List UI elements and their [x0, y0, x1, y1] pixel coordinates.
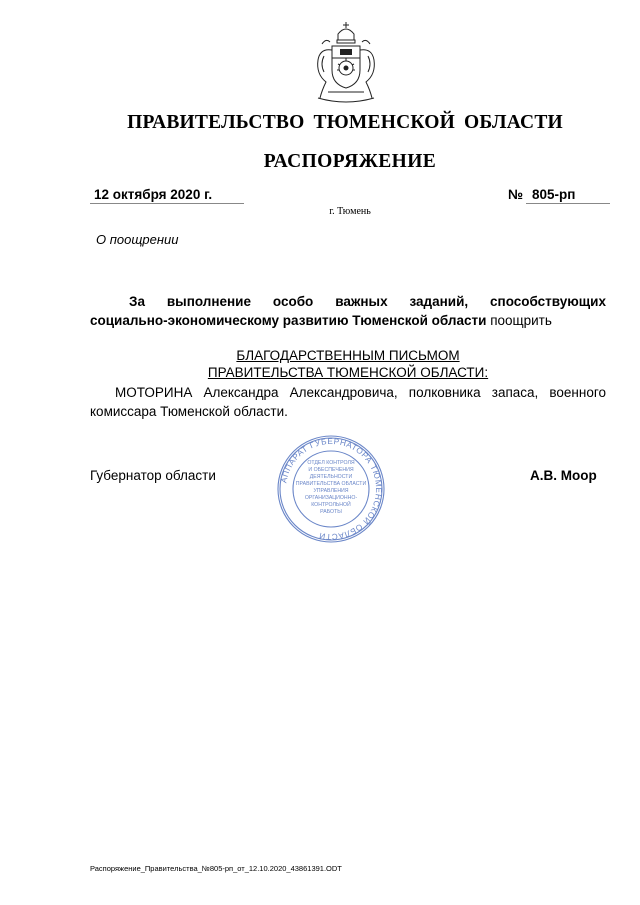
- number-label: №: [508, 187, 524, 202]
- body-paragraph-1: [90, 292, 606, 330]
- seal-inner-line: ОРГАНИЗАЦИОННО-: [304, 495, 358, 501]
- seal-inner-line: И ОБЕСПЕЧЕНИЯ: [308, 467, 354, 473]
- para1-line2-bold: социально-экономическому развитию Тюменской области: [90, 313, 487, 328]
- seal-inner-line: ПРАВИТЕЛЬСТВА ОБЛАСТИ: [295, 481, 367, 487]
- award-line-1: БЛАГОДАРСТВЕННЫМ ПИСЬМОМ: [236, 348, 460, 363]
- footer-filename: Распоряжение_Правительства_№805-рп_от_12.10.2020_43861391.ODT: [90, 864, 342, 873]
- document-number: 805-рп: [526, 187, 610, 204]
- body-paragraph-2: [90, 383, 606, 421]
- document-subject: О поощрении: [96, 232, 179, 247]
- seal-inner-line: ДЕЯТЕЛЬНОСТИ: [309, 474, 353, 480]
- para2-line1: МОТОРИНА Александра Александровича, полковника запаса, военного: [115, 385, 606, 400]
- coat-of-arms-emblem: [310, 20, 382, 106]
- seal-inner-line: КОНТРОЛЬНОЙ: [311, 502, 351, 508]
- seal-inner-line: РАБОТЫ: [320, 509, 342, 515]
- para1-tail: поощрить: [486, 313, 552, 328]
- seal-inner-line: УПРАВЛЕНИЯ: [313, 488, 349, 494]
- para1-line1: За выполнение особо важных заданий, способствующих: [129, 294, 606, 309]
- document-date: 12 октября 2020 г.: [90, 187, 244, 204]
- signer-name: А.В. Моор: [530, 468, 597, 483]
- signer-position: Губернатор области: [90, 468, 216, 483]
- document-city: г. Тюмень: [329, 206, 371, 217]
- award-line-2: ПРАВИТЕЛЬСТВА ТЮМЕНСКОЙ ОБЛАСТИ:: [207, 365, 489, 380]
- document-type: РАСПОРЯЖЕНИЕ: [263, 151, 437, 172]
- seal-outer-text: АППАРАТ ГУБЕРНАТОРА ТЮМЕНСКОЙ ОБЛАСТИ: [279, 436, 384, 542]
- seal-inner-line: ОТДЕЛ КОНТРОЛЯ: [307, 460, 355, 466]
- para2-line2: комиссара Тюменской области.: [90, 404, 288, 419]
- government-title: ПРАВИТЕЛЬСТВО ТЮМЕНСКОЙ ОБЛАСТИ: [127, 112, 563, 133]
- official-seal: [276, 434, 386, 544]
